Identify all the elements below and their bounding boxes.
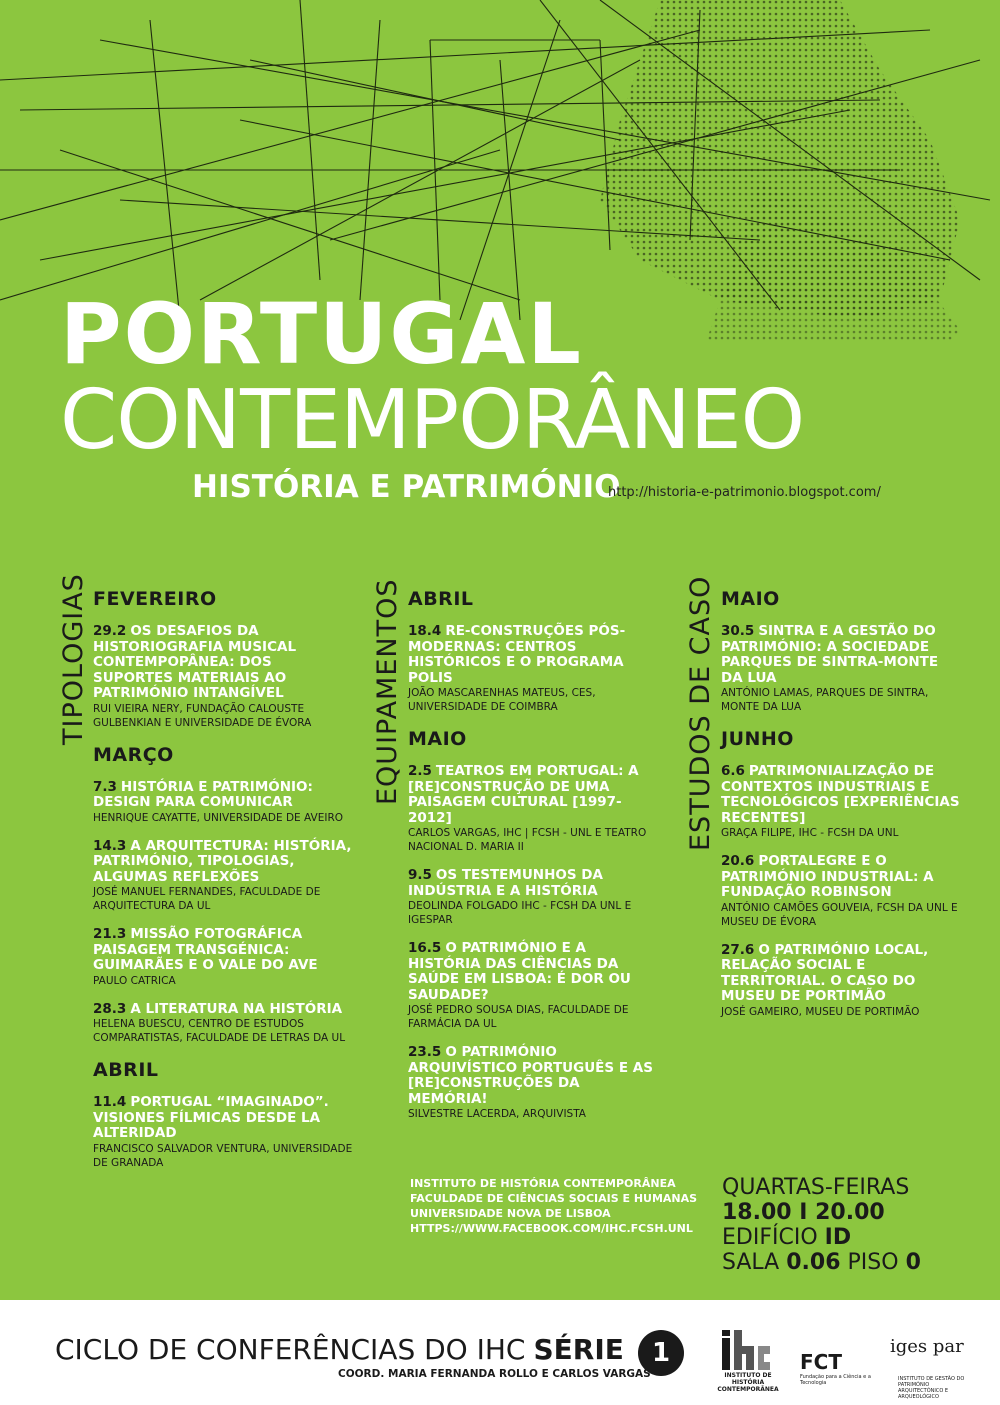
event-speaker: JOSÉ PEDRO SOUSA DIAS, FACULDADE DE FARMÁCIA DA UL (408, 1004, 629, 1030)
event-item (721, 854, 961, 929)
event-speaker: FRANCISCO SALVADOR VENTURA, UNIVERSIDADE DE GRANADA (93, 1142, 353, 1169)
event-item (93, 624, 353, 730)
ihc-logo-text: INSTITUTO DE HISTÓRIA CONTEMPORÂNEA (717, 1372, 779, 1393)
institution-info (410, 1176, 697, 1236)
event-date: 29.2 (93, 623, 127, 639)
fct-logo: FCT (800, 1350, 842, 1374)
event-title: A ARQUITECTURA: HISTÓRIA, PATRIMÓNIO, TIPOLOGIAS, ALGUMAS REFLEXÕES (93, 837, 352, 885)
month-heading: FEVEREIRO (93, 588, 217, 610)
building-label: EDIFÍCIO (722, 1225, 818, 1250)
event-date: 7.3 (93, 778, 117, 795)
event-speaker: CARLOS VARGAS, IHC | FCSH - UNL E TEATRO NACIONAL D. MARIA II (408, 827, 647, 853)
event-title: RE-CONSTRUÇÕES PÓS-MODERNAS: CENTROS HISTÓRICOS E O PROGRAMA POLIS (408, 623, 626, 686)
serie-label: SÉRIE (533, 1333, 624, 1366)
event-date: 23.5 (408, 1044, 442, 1060)
fct-logo-subtitle: Fundação para a Ciência e a Tecnologia (800, 1374, 871, 1386)
title-tagline: HISTÓRIA E PATRIMÓNIO (192, 469, 621, 505)
event-title: MISSÃO FOTOGRÁFICA PAISAGEM TRANSGÉNICA: GUIMARÃES E O VALE DO AVE (93, 926, 318, 973)
coordinators: COORD. MARIA FERNANDA ROLLO E CARLOS VARGAS (338, 1368, 651, 1380)
column-estudos-de-caso (721, 588, 961, 1033)
event-item (721, 943, 961, 1019)
room-label: SALA (722, 1250, 780, 1275)
event-speaker: HELENA BUESCU, CENTRO DE ESTUDOS COMPARATISTAS, FACULDADE DE LETRAS DA UL (93, 1018, 346, 1044)
column-equipamentos (408, 588, 658, 1135)
column-tipologias (93, 588, 353, 1184)
month-heading: MAIO (408, 728, 467, 750)
institution-name: INSTITUTO DE HISTÓRIA CONTEMPORÂNEA (410, 1177, 676, 1190)
event-date: 28.3 (93, 1000, 127, 1017)
faculty-name: FACULDADE DE CIÊNCIAS SOCIAIS E HUMANAS (410, 1192, 698, 1205)
section-label-estudos-de-caso: ESTUDOS DE CASO (685, 575, 716, 851)
event-title: O PATRIMÓNIO E A HISTÓRIA DAS CIÊNCIAS DA SAÚDE EM LISBOA: É DOR OU SAUDADE? (408, 940, 631, 1003)
footer-title (55, 1333, 624, 1366)
event-speaker: JOSÉ GAMEIRO, MUSEU DE PORTIMÃO (721, 1005, 920, 1018)
month-heading: JUNHO (721, 728, 794, 750)
blog-url[interactable]: http://historia-e-patrimonio.blogspot.com/ (608, 485, 881, 500)
event-speaker: SILVESTRE LACERDA, ARQUIVISTA (408, 1108, 586, 1120)
month-heading: ABRIL (93, 1059, 159, 1081)
event-date: 30.5 (721, 623, 755, 639)
event-item (721, 764, 961, 840)
title-second: CONTEMPORÂNEO (60, 373, 805, 468)
event-item (93, 927, 353, 988)
title-main: PORTUGAL (60, 285, 583, 383)
event-date: 9.5 (408, 867, 432, 883)
section-label-equipamentos: EQUIPAMENTOS (372, 578, 403, 805)
event-speaker: ANTÓNIO LAMAS, PARQUES DE SINTRA, MONTE DA LUA (721, 687, 929, 713)
schedule-time: 18.00 I 20.00 (722, 1200, 885, 1225)
event-item (93, 839, 353, 914)
cycle-title: CICLO DE CONFERÊNCIAS DO IHC (55, 1333, 526, 1366)
event-date: 16.5 (408, 940, 442, 956)
event-title: SINTRA E A GESTÃO DO PATRIMÓNIO: A SOCIEDADE PARQUES DE SINTRA-MONTE DA LUA (721, 623, 939, 686)
event-speaker: HENRIQUE CAYATTE, UNIVERSIDADE DE AVEIRO (93, 811, 344, 824)
event-speaker: PAULO CATRICA (93, 974, 176, 987)
event-date: 14.3 (93, 837, 127, 854)
schedule-day: QUARTAS-FEIRAS (722, 1175, 910, 1200)
event-title: O PATRIMÓNIO ARQUIVÍSTICO PORTUGUÊS E AS [RE]CONSTRUÇÕES DA MEMÓRIA! (408, 1044, 653, 1107)
event-speaker: RUI VIEIRA NERY, FUNDAÇÃO CALOUSTE GULBENKIAN E UNIVERSIDADE DE ÉVORA (93, 702, 312, 729)
month-heading: MAIO (721, 588, 780, 610)
event-item (408, 624, 658, 714)
event-date: 27.6 (721, 941, 755, 958)
event-title: O PATRIMÓNIO LOCAL, RELAÇÃO SOCIAL E TERRITORIAL. O CASO DO MUSEU DE PORTIMÃO (721, 941, 929, 1004)
event-item (408, 941, 658, 1031)
igespar-logo: iges par (890, 1336, 964, 1357)
event-title: OS DESAFIOS DA HISTORIOGRAFIA MUSICAL CONTEMPOPÂNEA: DOS SUPORTES MATERIAIS AO PATRIMÓNIO INTANGÍVEL (93, 623, 297, 701)
event-item (408, 764, 658, 854)
event-title: OS TESTEMUNHOS DA INDÚSTRIA E A HISTÓRIA (408, 867, 603, 899)
event-item (93, 1002, 353, 1046)
event-speaker: DEOLINDA FOLGADO IHC - FCSH DA UNL E IGESPAR (408, 900, 632, 926)
facebook-link[interactable]: HTTPS://WWW.FACEBOOK.COM/IHC.FCSH.UNL (410, 1222, 693, 1235)
event-title: PORTUGAL “IMAGINADO”. VISIONES FÍLMICAS DESDE LA ALTERIDAD (93, 1094, 329, 1141)
floor-label: PISO (847, 1250, 899, 1275)
section-label-tipologias: TIPOLOGIAS (58, 573, 89, 745)
event-date: 20.6 (721, 853, 755, 869)
event-speaker: JOSÉ MANUEL FERNANDES, FACULDADE DE ARQUITECTURA DA UL (93, 886, 321, 912)
event-date: 11.4 (93, 1094, 127, 1110)
month-heading: MARÇO (93, 743, 174, 766)
month-heading: ABRIL (408, 588, 474, 610)
ihc-logo-icon (722, 1330, 770, 1370)
event-item (93, 1095, 353, 1170)
event-title: HISTÓRIA E PATRIMÓNIO: DESIGN PARA COMUNICAR (93, 778, 313, 810)
serie-number-badge: 1 (638, 1330, 684, 1376)
event-title: A LITERATURA NA HISTÓRIA (130, 1000, 343, 1017)
university-name: UNIVERSIDADE NOVA DE LISBOA (410, 1207, 611, 1220)
event-title: PATRIMONIALIZAÇÃO DE CONTEXTOS INDUSTRIAIS E TECNOLÓGICOS [EXPERIÊNCIAS RECENTES] (721, 763, 960, 826)
building-value: ID (824, 1225, 852, 1250)
event-speaker: ANTÓNIO CAMÕES GOUVEIA, FCSH DA UNL E MUSEU DE ÉVORA (721, 901, 958, 928)
event-date: 18.4 (408, 623, 442, 639)
event-date: 2.5 (408, 763, 432, 779)
event-item (408, 868, 658, 927)
event-item (721, 624, 961, 714)
event-speaker: JOÃO MASCARENHAS MATEUS, CES, UNIVERSIDADE DE COIMBRA (408, 687, 596, 713)
event-item (93, 780, 353, 825)
room-value: 0.06 (786, 1250, 841, 1275)
igespar-logo-subtitle: INSTITUTO DE GESTÃO DO PATRIMÓNIO ARQUITECTÓNICO E ARQUEOLÓGICO (898, 1376, 965, 1400)
event-title: TEATROS EM PORTUGAL: A [RE]CONSTRUÇÃO DE UMA PAISAGEM CULTURAL [1997-2012] (408, 763, 639, 826)
event-item (408, 1045, 658, 1121)
footer (0, 1300, 1000, 1405)
event-title: PORTALEGRE E O PATRIMÓNIO INDUSTRIAL: A FUNDAÇÃO ROBINSON (721, 853, 934, 900)
schedule-info (722, 1175, 921, 1275)
event-date: 6.6 (721, 763, 745, 779)
event-date: 21.3 (93, 926, 127, 942)
event-speaker: GRAÇA FILIPE, IHC - FCSH DA UNL (721, 827, 899, 839)
floor-value: 0 (905, 1250, 921, 1275)
